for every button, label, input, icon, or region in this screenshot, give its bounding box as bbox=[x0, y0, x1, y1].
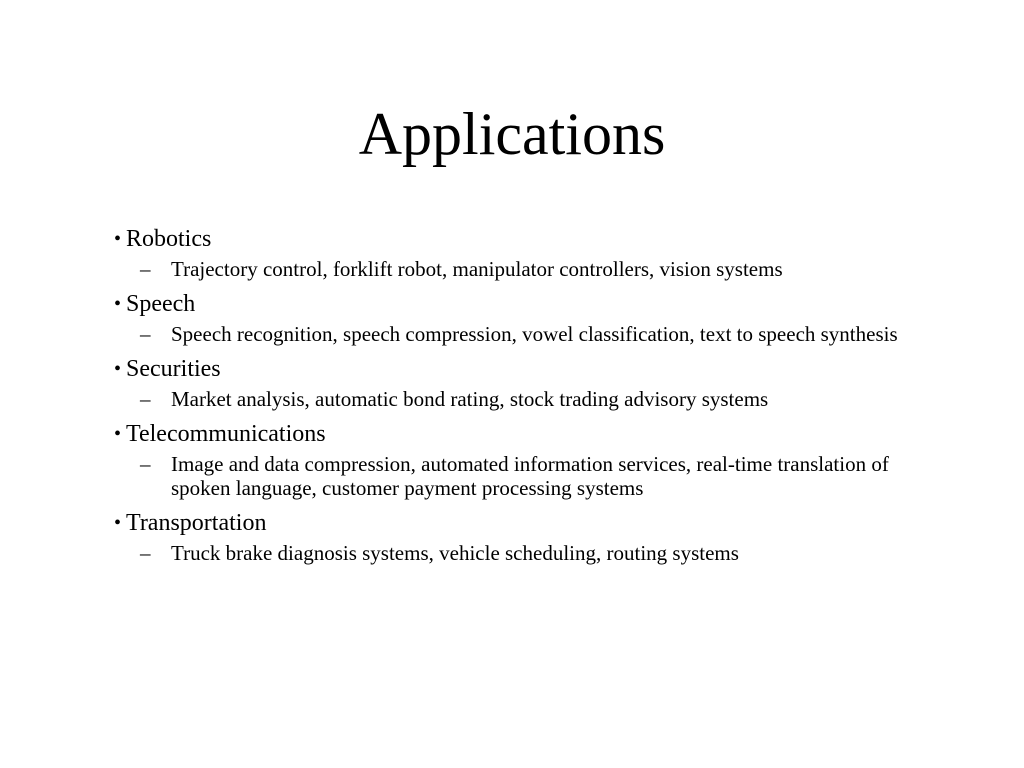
topic-heading bbox=[0, 508, 1024, 538]
bullet-marker: • bbox=[114, 293, 122, 315]
dash-marker: – bbox=[140, 257, 151, 281]
topic-robotics bbox=[0, 224, 1024, 281]
dash-marker: – bbox=[140, 322, 151, 346]
topic-heading bbox=[0, 419, 1024, 449]
topic-label: Transportation bbox=[126, 510, 267, 536]
topic-securities bbox=[0, 354, 1024, 411]
topic-label: Telecommunications bbox=[126, 421, 326, 447]
topic-label: Robotics bbox=[126, 226, 212, 252]
topic-detail-text: Truck brake diagnosis systems, vehicle scheduling, routing systems bbox=[171, 541, 739, 565]
bullet-list bbox=[0, 224, 1024, 573]
topic-label: Speech bbox=[126, 291, 196, 317]
topic-label: Securities bbox=[126, 356, 221, 382]
bullet-marker: • bbox=[114, 512, 122, 534]
slide-title: Applications bbox=[358, 101, 666, 167]
topic-heading bbox=[0, 354, 1024, 384]
topic-heading bbox=[0, 289, 1024, 319]
topic-detail bbox=[0, 452, 901, 500]
dash-marker: – bbox=[140, 387, 151, 411]
dash-marker: – bbox=[140, 541, 151, 565]
topic-detail bbox=[0, 541, 901, 565]
topic-detail bbox=[0, 257, 901, 281]
bullet-marker: • bbox=[114, 228, 122, 250]
topic-detail-text: Speech recognition, speech compression, vowel classification, text to speech synthesis bbox=[171, 322, 898, 346]
topic-transportation bbox=[0, 508, 1024, 565]
bullet-marker: • bbox=[114, 358, 122, 380]
topic-detail-text: Trajectory control, forklift robot, manipulator controllers, vision systems bbox=[171, 257, 783, 281]
topic-speech bbox=[0, 289, 1024, 346]
topic-telecommunications bbox=[0, 419, 1024, 500]
topic-heading bbox=[0, 224, 1024, 254]
topic-detail-text: Image and data compression, automated information services, real-time translation of spoken language, customer payment processing systems bbox=[171, 452, 889, 500]
topic-detail-text: Market analysis, automatic bond rating, stock trading advisory systems bbox=[171, 387, 769, 411]
bullet-marker: • bbox=[114, 423, 122, 445]
dash-marker: – bbox=[140, 452, 151, 476]
topic-detail bbox=[0, 387, 901, 411]
topic-detail bbox=[0, 322, 901, 346]
